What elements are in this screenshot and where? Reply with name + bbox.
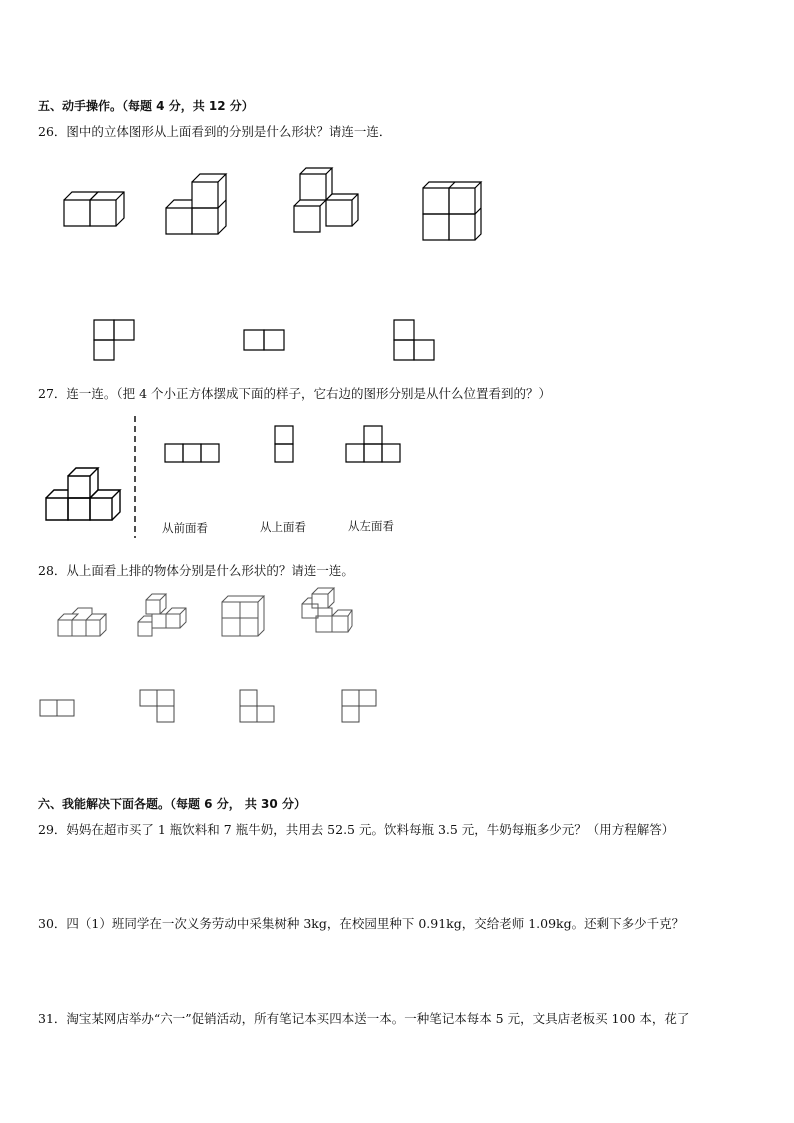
- q27-label-top: 从上面看: [260, 520, 306, 534]
- section-5-heading: 五、动手操作。（每题 4 分，共 12 分）: [38, 99, 254, 113]
- q28-view-4: [340, 688, 378, 726]
- q28-view-2: [138, 688, 176, 726]
- q26-view-2: [242, 328, 288, 352]
- question-31-text: 31．淘宝某网店举办“六一”促销活动，所有笔记本买四本送一本。一种笔记本每本 5 元，文具店老板买 100 本，花了: [38, 1011, 690, 1026]
- q28-solid-4: [298, 586, 354, 640]
- q27-divider: [130, 414, 140, 540]
- q27-solid: [44, 462, 126, 524]
- q26-view-3: [392, 318, 436, 362]
- question-30-text: 30．四（1）班同学在一次义务劳动中采集树种 3kg，在校园里种下 0.91kg，交给老师 1.09kg。还剩下多少千克？: [38, 916, 685, 931]
- q26-solid-1: [60, 186, 126, 230]
- q27-label-front: 从前面看: [162, 521, 208, 535]
- q26-solid-2: [162, 170, 228, 236]
- q27-label-left: 从左面看: [348, 519, 394, 533]
- question-29-text: 29．妈妈在超市买了 1 瓶饮料和 7 瓶牛奶，共用去 52.5 元。饮料每瓶 3.5 元，牛奶每瓶多少元？（用方程解答）: [38, 822, 675, 837]
- q28-solid-1: [56, 604, 106, 640]
- q28-solid-3: [220, 594, 268, 640]
- q27-view-2: [273, 424, 297, 466]
- section-6-heading: 六、我能解决下面各题。（每题 6 分， 共 30 分）: [38, 797, 306, 811]
- q28-solid-2: [134, 592, 188, 642]
- question-27-text: 27．连一连。（把 4 个小正方体摆成下面的样子，它右边的图形分别是从什么位置看到的？）: [38, 386, 552, 401]
- q26-view-1: [92, 318, 136, 362]
- question-26-text: 26．图中的立体图形从上面看到的分别是什么形状？请连一连．: [38, 124, 392, 139]
- q28-view-1: [38, 698, 78, 718]
- q26-solid-4: [420, 180, 484, 244]
- question-28-text: 28．从上面看上排的物体分别是什么形状的？请连一连。: [38, 563, 354, 578]
- q27-view-3: [344, 424, 406, 466]
- q28-view-3: [238, 688, 276, 726]
- q26-solid-3: [290, 166, 364, 238]
- q27-view-1: [163, 442, 223, 466]
